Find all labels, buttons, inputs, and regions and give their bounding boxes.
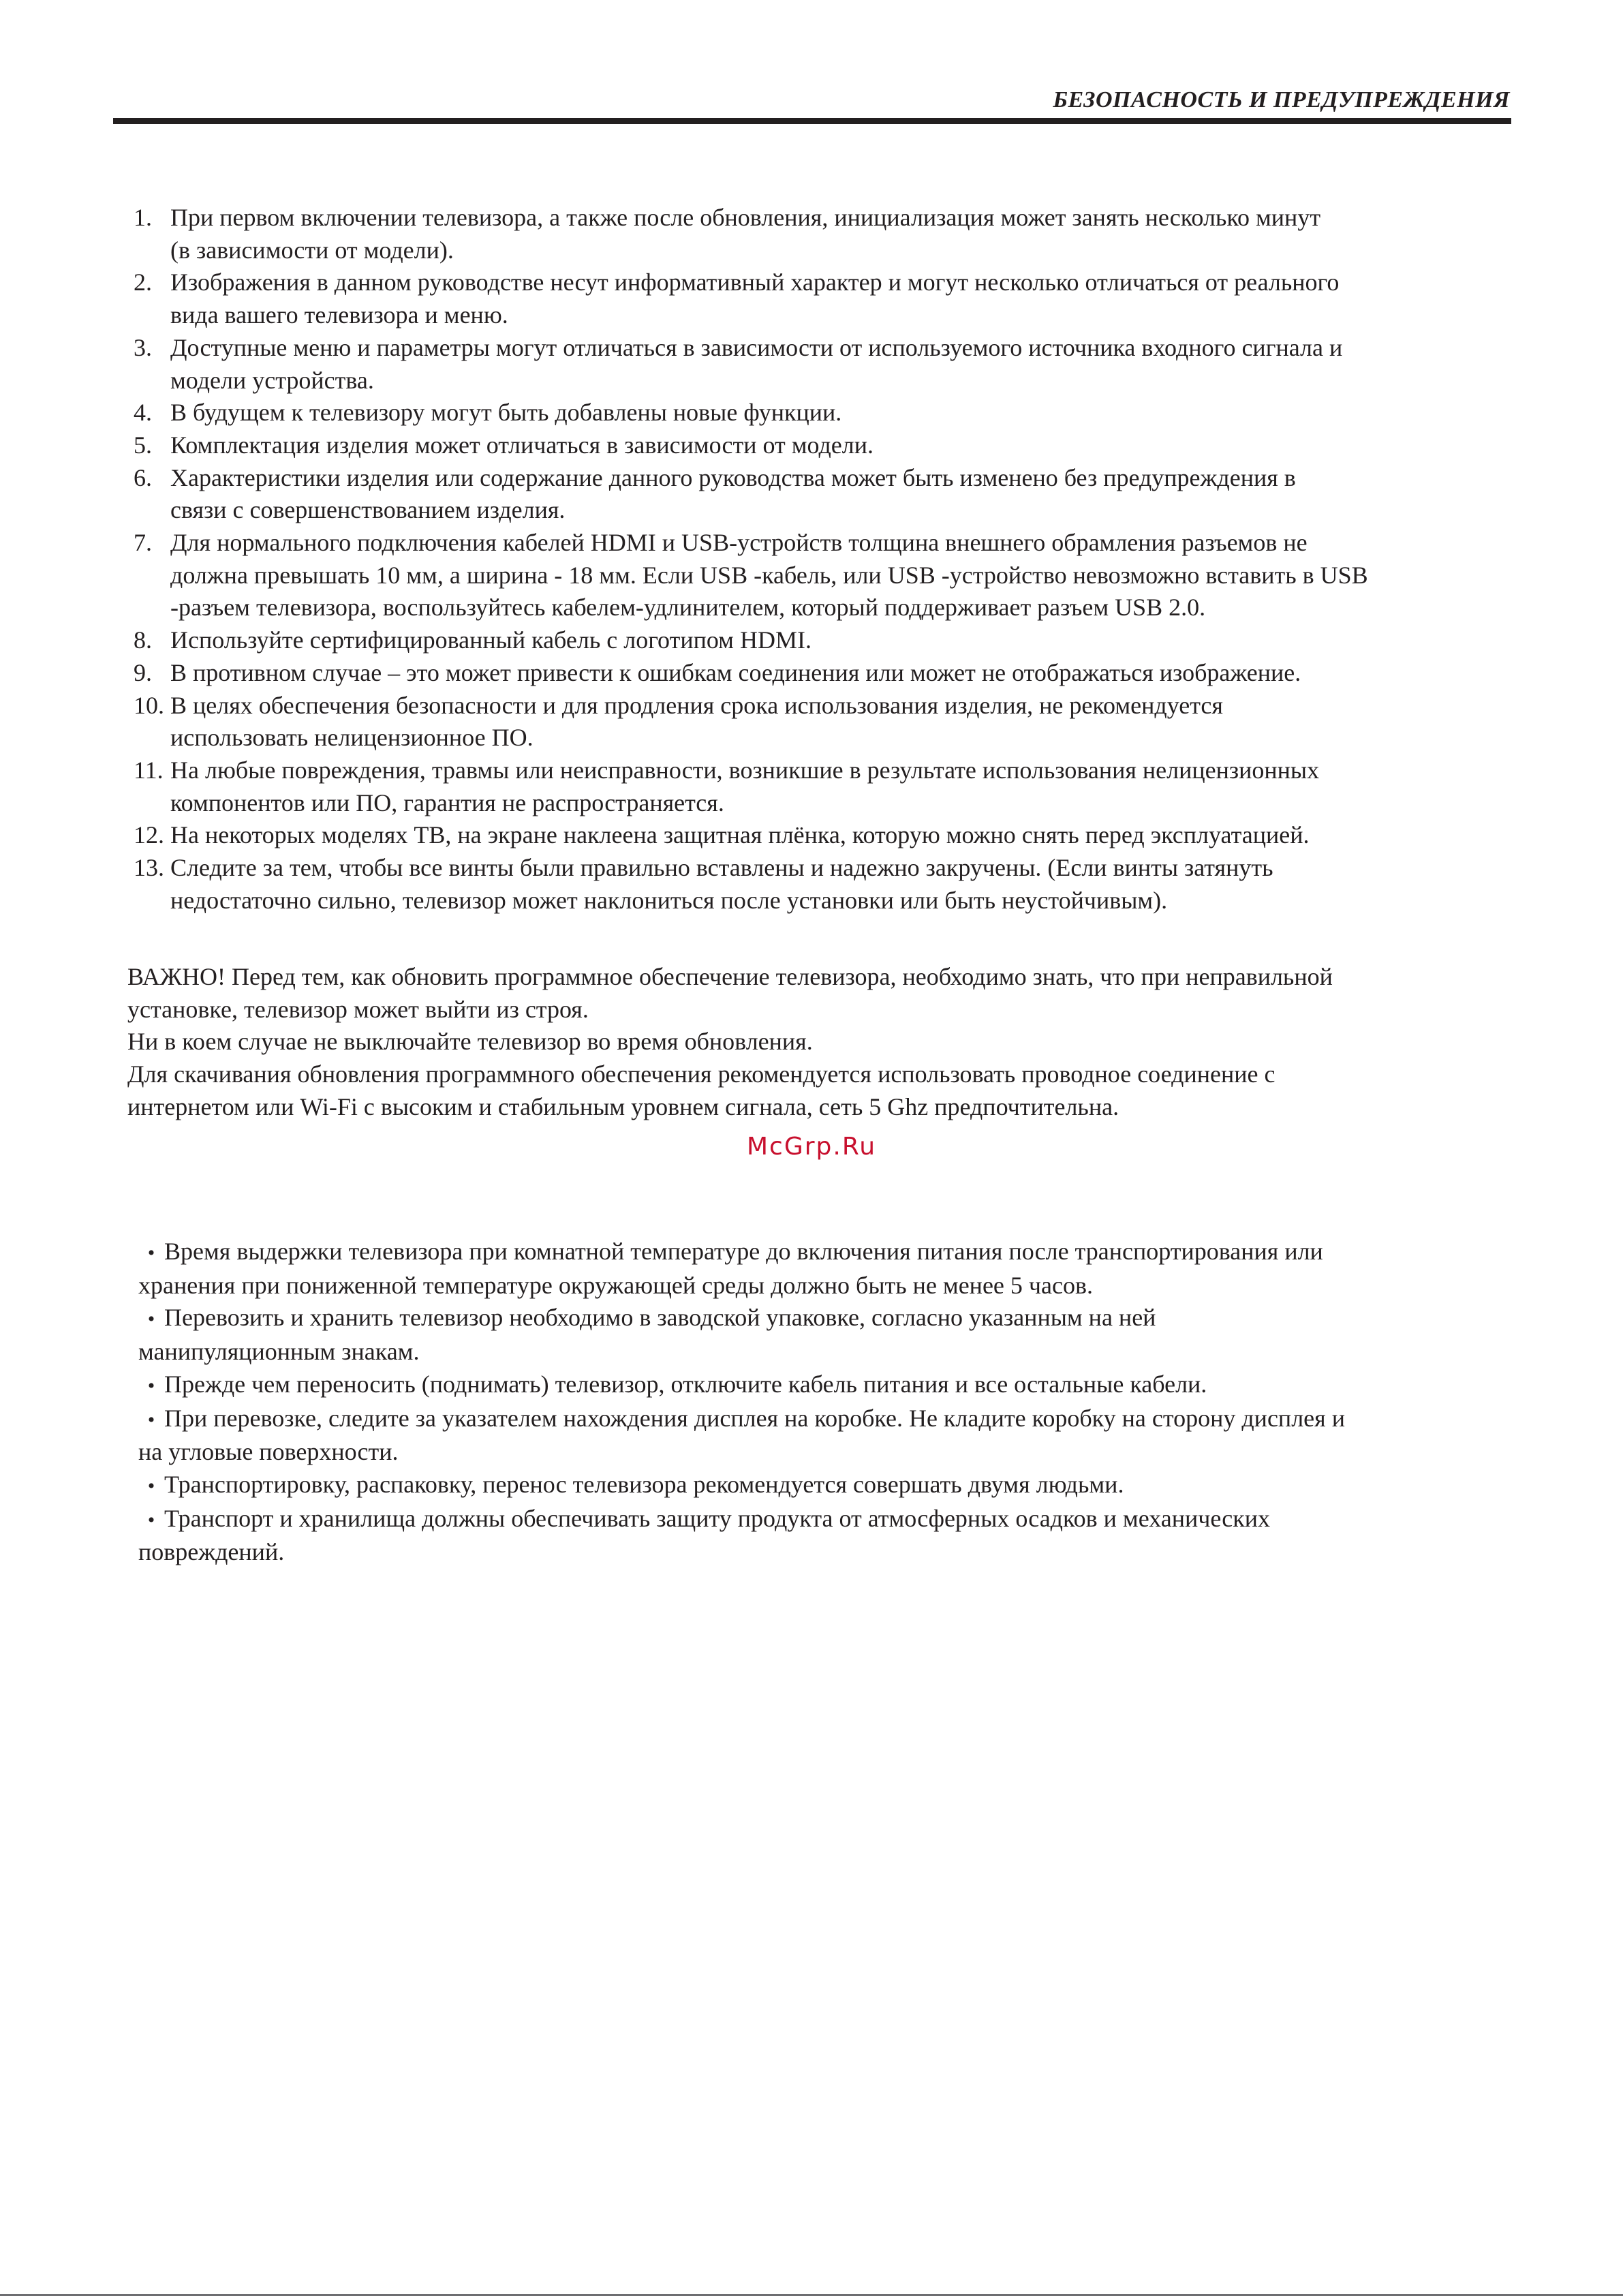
bullet-line: Транспорт и хранилища должны обеспечивать защиту продукта от атмосферных осадков и механических xyxy=(164,1504,1270,1532)
list-item xyxy=(129,527,1519,624)
bullet-icon: • xyxy=(147,1474,155,1497)
bullet-item xyxy=(138,1368,1501,1403)
list-item-line: компонентов или ПО, гарантия не распространяется. xyxy=(170,789,724,816)
list-item-line: Используйте сертифицированный кабель с логотипом HDMI. xyxy=(170,626,812,654)
list-item-line: На любые повреждения, травмы или неисправности, возникшие в результате использования нелицензионных xyxy=(170,756,1320,784)
list-item xyxy=(129,819,1519,852)
list-item-line: (в зависимости от модели). xyxy=(170,236,454,264)
bullet-line: Время выдержки телевизора при комнатной температуре до включения питания после транспортирования или xyxy=(164,1238,1323,1265)
bullet-line: Перевозить и хранить телевизор необходимо в заводской упаковке, согласно указанным на ней xyxy=(164,1304,1156,1332)
list-item-number: 1. xyxy=(134,204,152,231)
list-item-number: 5. xyxy=(134,431,152,459)
list-item-number: 9. xyxy=(134,658,152,686)
list-item xyxy=(129,462,1519,527)
list-item-line: В целях обеспечения безопасности и для продления срока использования изделия, не рекомендуется xyxy=(170,691,1223,719)
bullet-icon: • xyxy=(147,1408,155,1431)
bullet-line: При перевозке, следите за указателем нахождения дисплея на коробке. Не кладите коробку на сторону дисплея и xyxy=(164,1404,1345,1432)
bullet-line: Прежде чем переносить (поднимать) телевизор, отключите кабель питания и все остальные кабели. xyxy=(164,1370,1207,1398)
list-item xyxy=(129,202,1519,266)
important-line: Для скачивания обновления программного обеспечения рекомендуется использовать проводное соединение с xyxy=(127,1060,1276,1088)
list-item-line: связи с совершенствованием изделия. xyxy=(170,496,566,524)
numbered-list xyxy=(129,202,1519,917)
list-item-number: 8. xyxy=(134,626,152,654)
list-item-line: -разъем телевизора, воспользуйтесь кабелем-удлинителем, который поддерживает разъем USB 2.0. xyxy=(170,594,1206,622)
list-item-line: модели устройства. xyxy=(170,366,374,394)
list-item xyxy=(129,332,1519,397)
list-item-number: 2. xyxy=(134,269,152,296)
list-item-number: 6. xyxy=(134,463,152,491)
list-item-number: 3. xyxy=(134,333,152,361)
list-item-number: 7. xyxy=(134,529,152,557)
header-divider xyxy=(113,118,1511,124)
bullet-item xyxy=(138,1503,1501,1569)
list-item-number: 12. xyxy=(134,821,164,849)
bullet-line: повреждений. xyxy=(138,1538,285,1566)
list-item-line: использовать нелицензионное ПО. xyxy=(170,724,534,752)
bullet-icon: • xyxy=(147,1508,155,1531)
transport-bullet-list xyxy=(138,1236,1501,1569)
list-item-line: В будущем к телевизору могут быть добавлены новые функции. xyxy=(170,399,842,427)
list-item xyxy=(129,690,1519,754)
bullet-line: на угловые поверхности. xyxy=(138,1438,399,1466)
list-item-line: недостаточно сильно, телевизор может наклониться после установки или быть неустойчивым). xyxy=(170,886,1168,914)
important-line: установке, телевизор может выйти из строя. xyxy=(127,995,589,1023)
list-item-number: 11. xyxy=(134,756,164,784)
list-item-line: На некоторых моделях ТВ, на экране наклеена защитная плёнка, которую можно снять перед эксплуатацией. xyxy=(170,821,1310,849)
bullet-item xyxy=(138,1403,1501,1469)
list-item-line: Характеристики изделия или содержание данного руководства может быть изменено без предупреждения в xyxy=(170,463,1296,491)
important-line: Ни в коем случае не выключайте телевизор во время обновления. xyxy=(127,1028,813,1056)
bullet-line: манипуляционным знакам. xyxy=(138,1338,420,1366)
list-item xyxy=(129,754,1519,819)
bullet-icon: • xyxy=(147,1242,155,1264)
bullet-item xyxy=(138,1469,1501,1503)
bullet-icon: • xyxy=(147,1308,155,1331)
list-item-line: Для нормального подключения кабелей HDMI и USB-устройств толщина внешнего обрамления разъемов не xyxy=(170,529,1308,557)
list-item-number: 13. xyxy=(134,854,164,882)
list-item xyxy=(129,397,1519,429)
important-line: интернетом или Wi-Fi с высоким и стабильным уровнем сигнала, сеть 5 Ghz предпочтительна. xyxy=(127,1092,1119,1120)
list-item-number: 4. xyxy=(134,399,152,427)
bullet-line: Транспортировку, распаковку, перенос телевизора рекомендуется совершать двумя людьми. xyxy=(164,1470,1124,1498)
bullet-line: хранения при пониженной температуре окружающей среды должно быть не менее 5 часов. xyxy=(138,1271,1093,1299)
list-item xyxy=(129,657,1519,690)
list-item-line: вида вашего телевизора и меню. xyxy=(170,301,508,329)
list-item xyxy=(129,624,1519,657)
list-item xyxy=(129,266,1519,331)
bullet-item xyxy=(138,1302,1501,1368)
important-line: ВАЖНО! Перед тем, как обновить программное обеспечение телевизора, необходимо знать, что при неправильной xyxy=(127,963,1333,990)
bullet-icon: • xyxy=(147,1374,155,1397)
bullet-item xyxy=(138,1236,1501,1302)
important-notice xyxy=(127,961,1517,1124)
list-item xyxy=(129,429,1519,462)
list-item xyxy=(129,852,1519,917)
list-item-line: При первом включении телевизора, а также после обновления, инициализация может занять несколько минут xyxy=(170,204,1321,231)
list-item-line: должна превышать 10 мм, а ширина - 18 мм. Если USB -кабель, или USB -устройство невозможно вставить в USB xyxy=(170,561,1368,589)
list-item-line: Следите за тем, чтобы все винты были правильно вставлены и надежно закручены. (Если винты затянуть xyxy=(170,854,1273,882)
page-header-title: БЕЗОПАСНОСТЬ И ПРЕДУПРЕЖДЕНИЯ xyxy=(1053,87,1510,112)
list-item-line: Доступные меню и параметры могут отличаться в зависимости от используемого источника входного сигнала и xyxy=(170,333,1343,361)
list-item-line: В противном случае – это может привести к ошибкам соединения или может не отображаться изображение. xyxy=(170,658,1301,686)
list-item-number: 10. xyxy=(134,691,164,719)
list-item-line: Комплектация изделия может отличаться в зависимости от модели. xyxy=(170,431,874,459)
watermark-text: McGrp.Ru xyxy=(746,1133,877,1161)
list-item-line: Изображения в данном руководстве несут информативный характер и могут несколько отличаться от реального xyxy=(170,269,1340,296)
